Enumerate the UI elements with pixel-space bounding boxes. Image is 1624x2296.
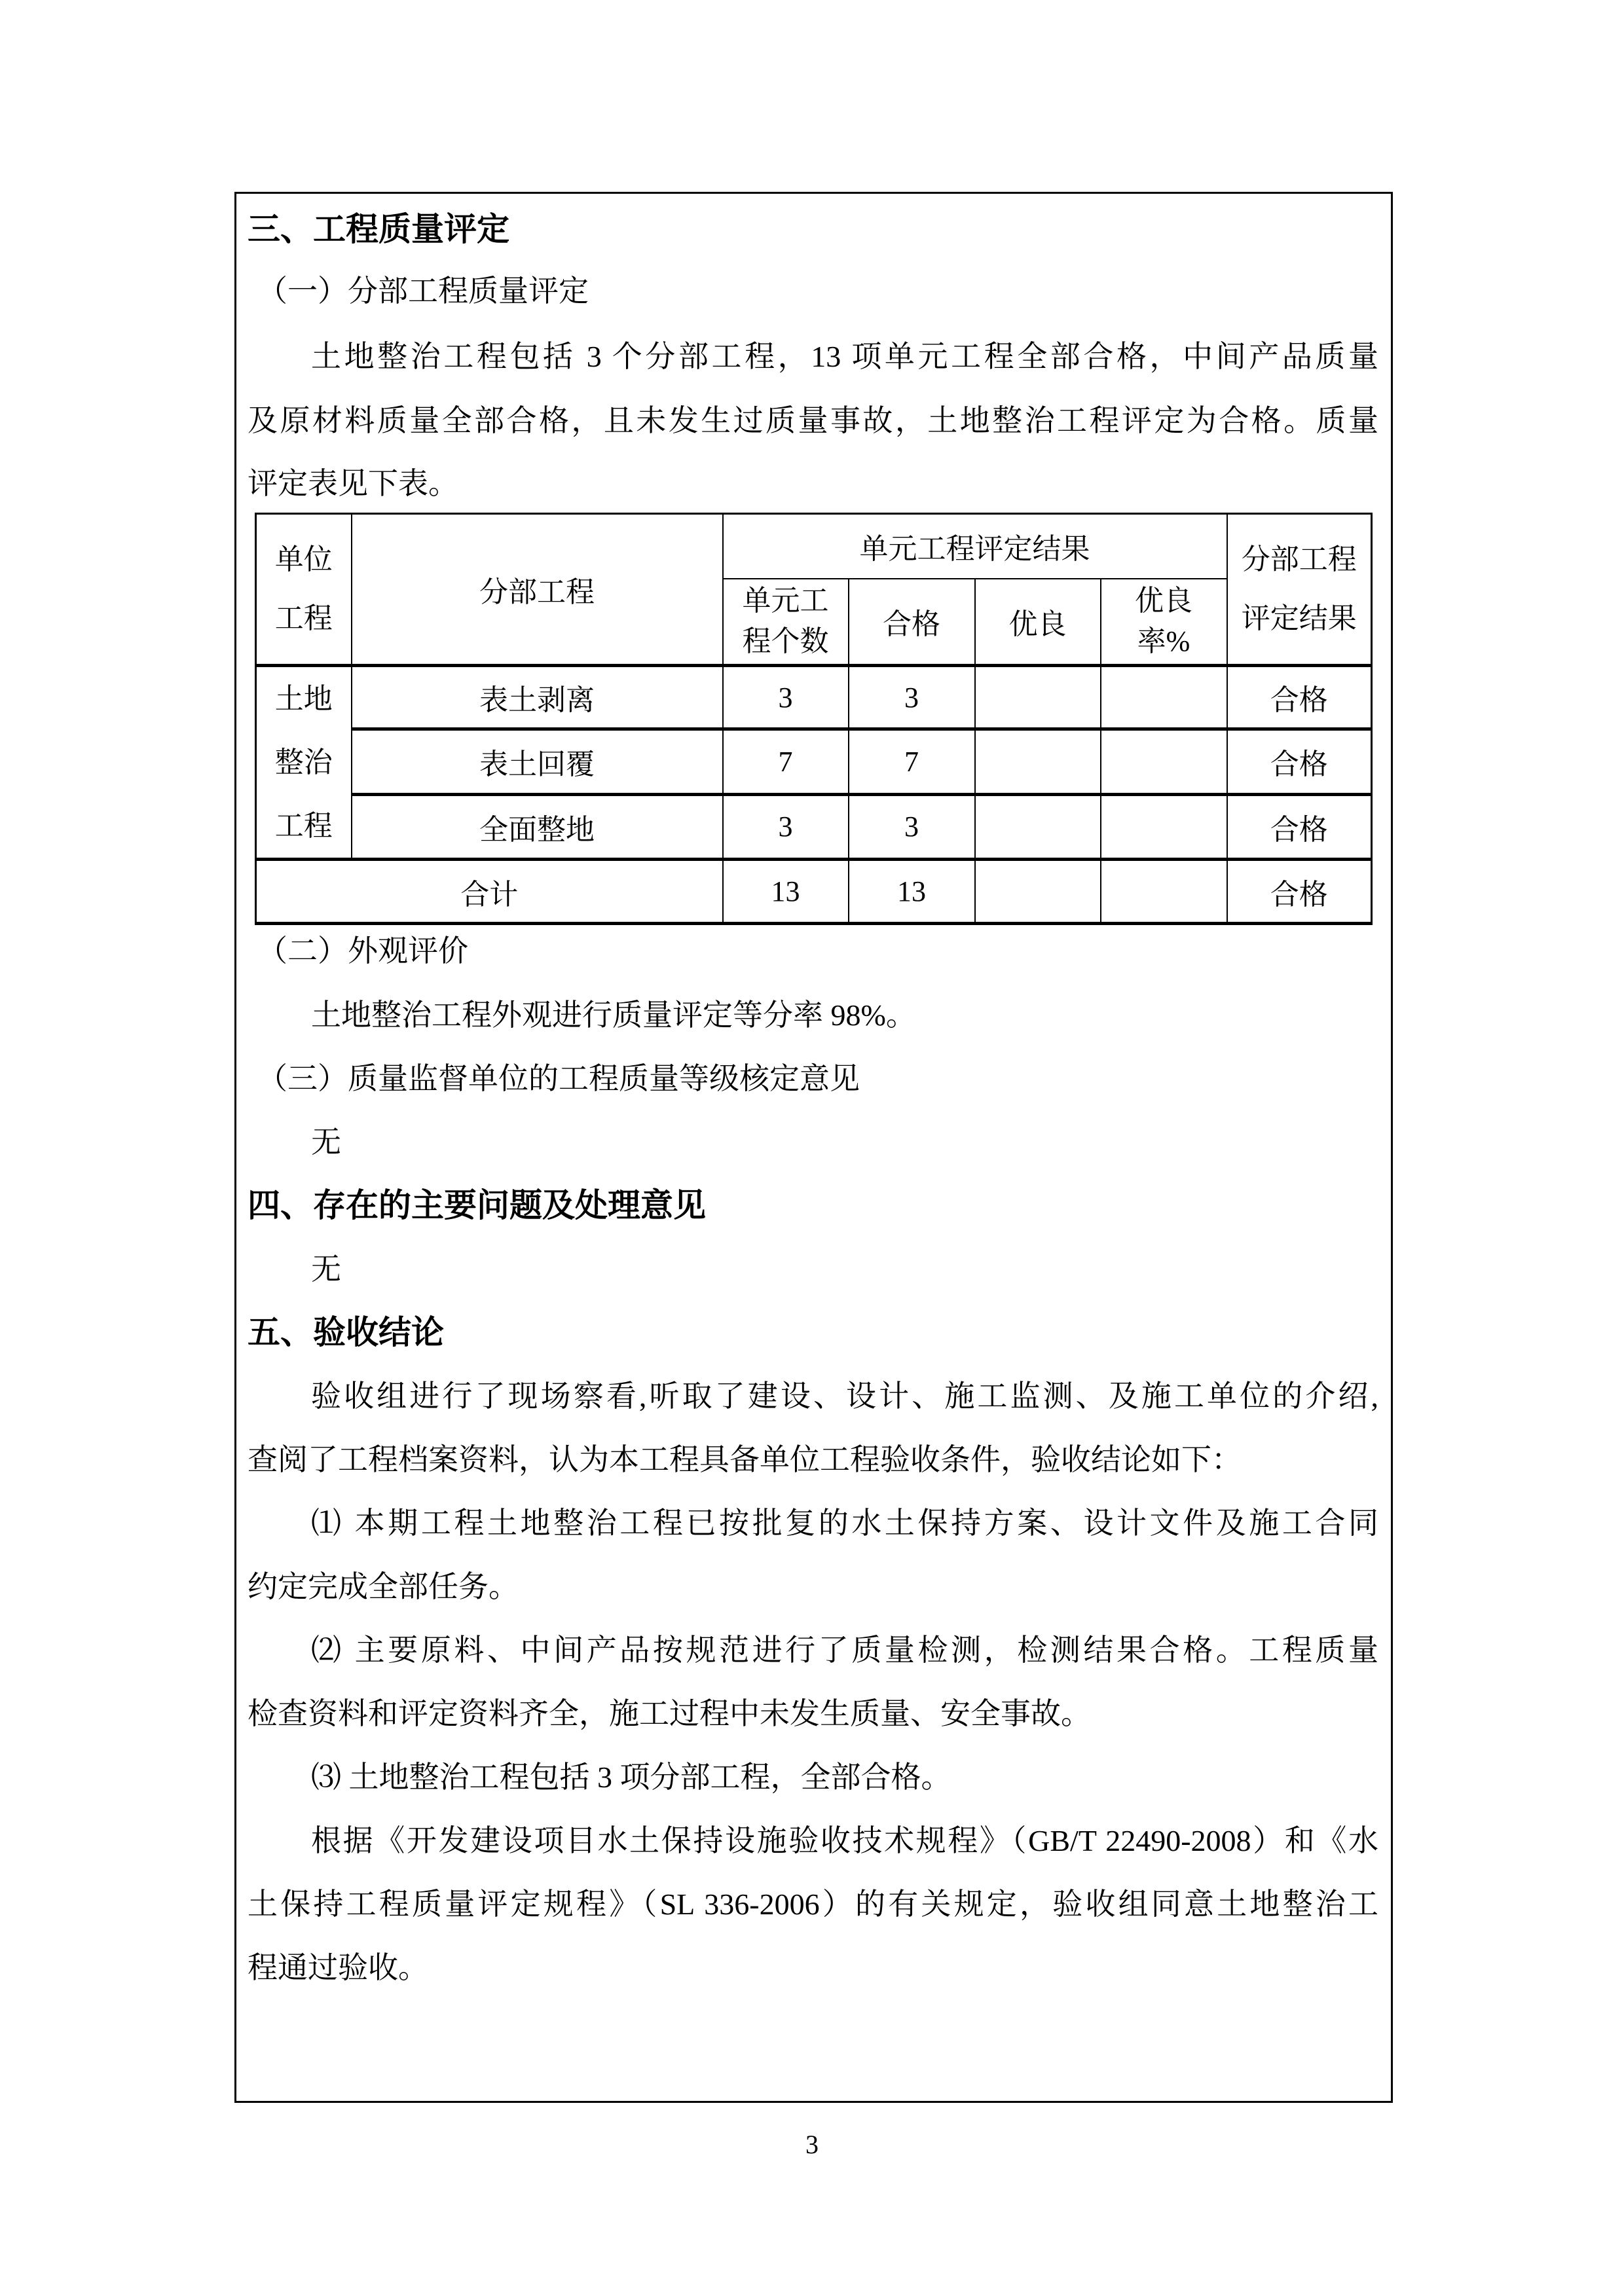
paragraph-line: 评定表见下表。 (248, 467, 458, 500)
paragraph-line: 土地整治工程外观进行质量评定等分率 98%。 (311, 998, 916, 1032)
cell-result: 合格 (1227, 666, 1372, 729)
cell-excellent (975, 794, 1101, 859)
cell-unit-count: 3 (723, 794, 849, 859)
cell-excellent (975, 666, 1101, 729)
quality-evaluation-table (255, 513, 1373, 925)
cell-subproject: 表土剥离 (352, 666, 723, 729)
section-4-heading: 四、存在的主要问题及处理意见 (248, 1187, 706, 1224)
cell-pass: 3 (849, 666, 975, 729)
cell-excellent-rate (1101, 860, 1227, 924)
cell-pass: 3 (849, 794, 975, 859)
cell-excellent-rate (1101, 666, 1227, 729)
paragraph-line: 验收组进行了现场察看,听取了建设、设计、施工监测、及施工单位的介绍, (311, 1379, 1378, 1413)
header-excellent: 优良 (975, 579, 1101, 666)
cell-excellent-rate (1101, 794, 1227, 859)
cell-subproject: 全面整地 (352, 794, 723, 859)
paragraph-line: 及原材料质量全部合格，且未发生过质量事故，土地整治工程评定为合格。质量 (248, 404, 1378, 437)
cell-excellent (975, 860, 1101, 924)
cell-pass: 7 (849, 729, 975, 794)
paragraph-line: 检查资料和评定资料齐全，施工过程中未发生质量、安全事故。 (248, 1697, 1091, 1730)
section-3-1-subheading: （一）分部工程质量评定 (257, 274, 589, 308)
paragraph-line: 土地整治工程包括 3 个分部工程，13 项单元工程全部合格，中间产品质量 (311, 340, 1378, 373)
paragraph-line: ⑶ 土地整治工程包括 3 项分部工程，全部合格。 (311, 1760, 951, 1794)
cell-excellent (975, 729, 1101, 794)
cell-result: 合格 (1227, 860, 1372, 924)
cell-unit-count: 13 (723, 860, 849, 924)
paragraph-line: 无 (311, 1125, 341, 1159)
paragraph-line: 无 (311, 1252, 341, 1286)
header-unit-count: 单元工 程个数 (723, 579, 849, 666)
section-3-heading: 三、工程质量评定 (248, 211, 509, 247)
header-unit-eval-result: 单元工程评定结果 (723, 514, 1227, 579)
paragraph-line: 约定完成全部任务。 (248, 1570, 519, 1603)
paragraph-line: 土保持工程质量评定规程》（SL 336-2006）的有关规定，验收组同意土地整治工 (248, 1887, 1378, 1921)
cell-unit-count: 7 (723, 729, 849, 794)
paragraph-line: 程通过验收。 (248, 1951, 428, 1984)
header-excellent-rate: 优良 率% (1101, 579, 1227, 666)
header-subproject: 分部工程 (352, 514, 723, 666)
section-3-3-subheading: （三）质量监督单位的工程质量等级核定意见 (257, 1062, 860, 1095)
cell-excellent-rate (1101, 729, 1227, 794)
section-3-2-subheading: （二）外观评价 (257, 934, 468, 968)
page-number: 3 (805, 2130, 819, 2159)
cell-unit-project: 土地 整治 工程 (256, 666, 352, 860)
paragraph-line: ⑵ 主要原料、中间产品按规范进行了质量检测，检测结果合格。工程质量 (311, 1633, 1378, 1667)
cell-pass: 13 (849, 860, 975, 924)
paragraph-line: ⑴ 本期工程土地整治工程已按批复的水土保持方案、设计文件及施工合同 (311, 1506, 1378, 1540)
cell-unit-count: 3 (723, 666, 849, 729)
cell-result: 合格 (1227, 729, 1372, 794)
cell-total-label: 合计 (256, 860, 723, 924)
header-subproject-result: 分部工程 评定结果 (1227, 514, 1372, 666)
paragraph-line: 查阅了工程档案资料，认为本工程具备单位工程验收条件，验收结论如下： (248, 1443, 1242, 1476)
header-pass: 合格 (849, 579, 975, 666)
section-5-heading: 五、验收结论 (248, 1314, 444, 1351)
cell-subproject: 表土回覆 (352, 729, 723, 794)
header-unit-project: 单位 工程 (256, 514, 352, 666)
paragraph-line: 根据《开发建设项目水土保持设施验收技术规程》（GB/T 22490-2008）和《水 (311, 1824, 1378, 1857)
cell-result: 合格 (1227, 794, 1372, 859)
